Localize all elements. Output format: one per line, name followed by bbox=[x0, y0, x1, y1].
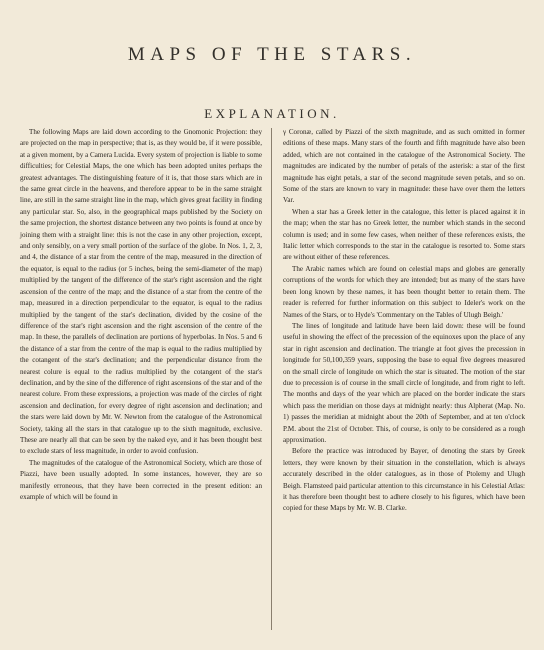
column-divider bbox=[271, 128, 272, 630]
right-paragraph-3: The Arabic names which are found on celestial maps and globes are generally corruptions of the words for which they are intended; but as many of the stars have been long known by these names, it has been thought better to retain them. The reader is referred for further information on this subject to Ideler's work on the Names of the Stars, or to Hyde's 'Commentary on the Tables of Ulugh Beigh.' bbox=[283, 264, 525, 319]
left-paragraph-2: The magnitudes of the catalogue of the Astronomical Society, which are those of Piazzi, have been usually adopted. In some instances, however, they are so manifestly erroneous, that they have been corrected in the present edition: an example of which will be found in bbox=[20, 458, 262, 501]
right-column bbox=[283, 127, 525, 515]
left-column bbox=[20, 127, 262, 503]
section-heading: EXPLANATION. bbox=[204, 106, 340, 121]
left-paragraph-1: The following Maps are laid down according to the Gnomonic Projection: they are projected on the map in perspective; that is, as they would be, if it were possible, at a given moment, by a Camera Lucida. Every system of projection is liable to some difficulties; for Celestial Maps, the one which has been adopted unites perhaps the greatest advantages. The distinguishing feature of it is, that those stars which are in the same great circle in the heavens, and therefore appear to be in the same straight line, are still in the same straight line in the map, which gives great facility in finding any particular star. So, also, in the geographical maps published by the Society on the same projection, the shortest distance between any two points is found at once by joining them with a straight line: this is not the case in any other projection, except, and only sensibly, on a very small portion of the surface of the globe. In Nos. 1, 2, 3, and 4, the distance of a star from the centre of the map, measured in the direction of the equator, is equal to the radius (or 5 inches, being the semi-diameter of the map) multiplied by the tangent of the difference of the star's right ascension and the right ascension of the centre of the map; and the distance of a star from the centre of the map, measured in a direction perpendicular to the equator, is equal to the radius multiplied by the tangent of the star's declination, divided by the cosine of the difference of the star's right ascension and the right ascension of the centre of the map. In these, the parallels of declination are portions of hyperbolas. In Nos. 5 and 6 the distance of a star from the centre of the map is equal to the radius multiplied by the cotangent of the star's declination; and the perpendicular distance from the nearest colure is equal to the radius multiplied by the cotangent of the star's declination, and by the sine of the difference of right ascensions of the star and of the nearest colure. From these expressions, a projection was made of the circles of right ascension and declination, for every degree of right ascension and declination; and the stars were laid down by Mr. W. Newton from the catalogue of the Astronomical Society, taking all the stars in that catalogue up to the sixth magnitude, exclusive. These are nearly all that can be seen by the naked eye, and it has been thought best to exclude stars of less magnitude, in order to avoid confusion. bbox=[20, 128, 262, 456]
page-title: MAPS OF THE STARS. bbox=[127, 44, 417, 65]
right-paragraph-5: Before the practice was introduced by Bayer, of denoting the stars by Greek letters, they were known by their situation in the constellation, which is always accurately described in the older catalogues, as in those of Ptolemy and Ulugh Beigh. Flamsteed paid particular attention to this circumstance in his Celestial Atlas: it has therefore been thought best to adhere closely to his figures, which have been copied for these Maps by Mr. W. B. Clarke. bbox=[283, 447, 525, 513]
right-paragraph-4: The lines of longitude and latitude have been laid down: these will be found useful in showing the effect of the precession of the equinoxes upon the place of any star in right ascension and declination. The triangle at foot gives the precession in longitude for 50,100,359 years, supposing the base to equal five degrees measured on the small circle of longitude on which the star is situated. The motion of the star due to precession is of course in the small circle of longitude, and from right to left. The months and days of the year which are placed on the border indicate the stars which pass the meridian on those days at midnight nearly: thus Alpherat (Map. No. 1) passes the meridian at midnight about the 20th of September, and at ten o'clock P.M. about the 21st of October. This, of course, is only to be considered as a rough approximation. bbox=[283, 321, 525, 444]
right-paragraph-2: When a star has a Greek letter in the catalogue, this letter is placed against it in the map; when the star has no Greek letter, the number which stands in the second column is used; and in some few cases, when neither of these references exists, the Italic letter which corresponds to the star in the catalogue is resorted to. Some stars are without either of these references. bbox=[283, 207, 525, 262]
right-paragraph-1: γ Coronæ, called by Piazzi of the sixth magnitude, and as such omitted in former editions of these maps. Many stars of the fourth and fifth magnitude have also been added, which are not contained in the catalogue of the Astronomical Society. The magnitudes are indicated by the number of petals of the asterisk: a star of the first magnitude has eight petals, a star of the second magnitude seven petals, and so on. Some of the stars are known to vary in magnitude: these have over them the letters Var. bbox=[283, 128, 525, 205]
